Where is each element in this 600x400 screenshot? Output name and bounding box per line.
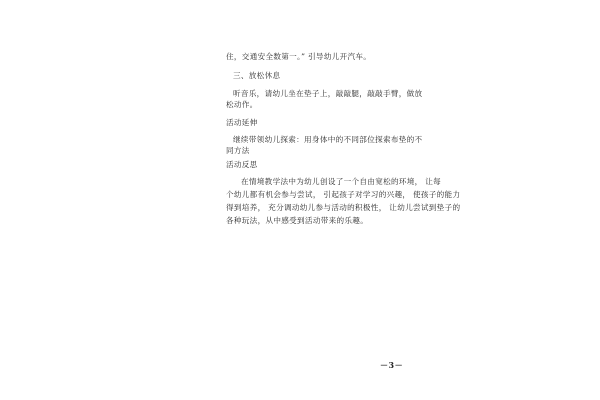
section-heading: 活动反思 — [226, 160, 258, 169]
text-line: 松动作。 — [226, 100, 258, 109]
section-heading: 三、放松休息 — [233, 71, 281, 80]
text-line: 住，交通安全数第一。” 引导幼儿开汽车。 — [226, 52, 372, 61]
text-line: 得到培养， 充分调动幼儿参与活动的积极性， 让幼儿尝试到垫子的 — [226, 203, 461, 212]
text-line: 同方法 — [226, 146, 250, 155]
text-line: 继续带领幼儿探索：用身体中的不同部位探索布垫的不 — [233, 135, 423, 144]
section-heading: 活动延伸 — [226, 118, 258, 127]
text-line: 个幼儿都有机会参与尝试， 引起孩子对学习的兴趣， 使孩子的能力 — [226, 190, 461, 199]
text-line: 各种玩法，从中感受到活动带来的乐趣。 — [226, 216, 369, 225]
text-line: 在情境教学法中为幼儿创设了一个自由宽松的环境， 让每 — [241, 177, 442, 186]
page-number: －3－ — [380, 360, 404, 370]
text-line: 听音乐，请幼儿坐在垫子上，敲敲腿，敲敲手臂，做放 — [233, 89, 423, 98]
